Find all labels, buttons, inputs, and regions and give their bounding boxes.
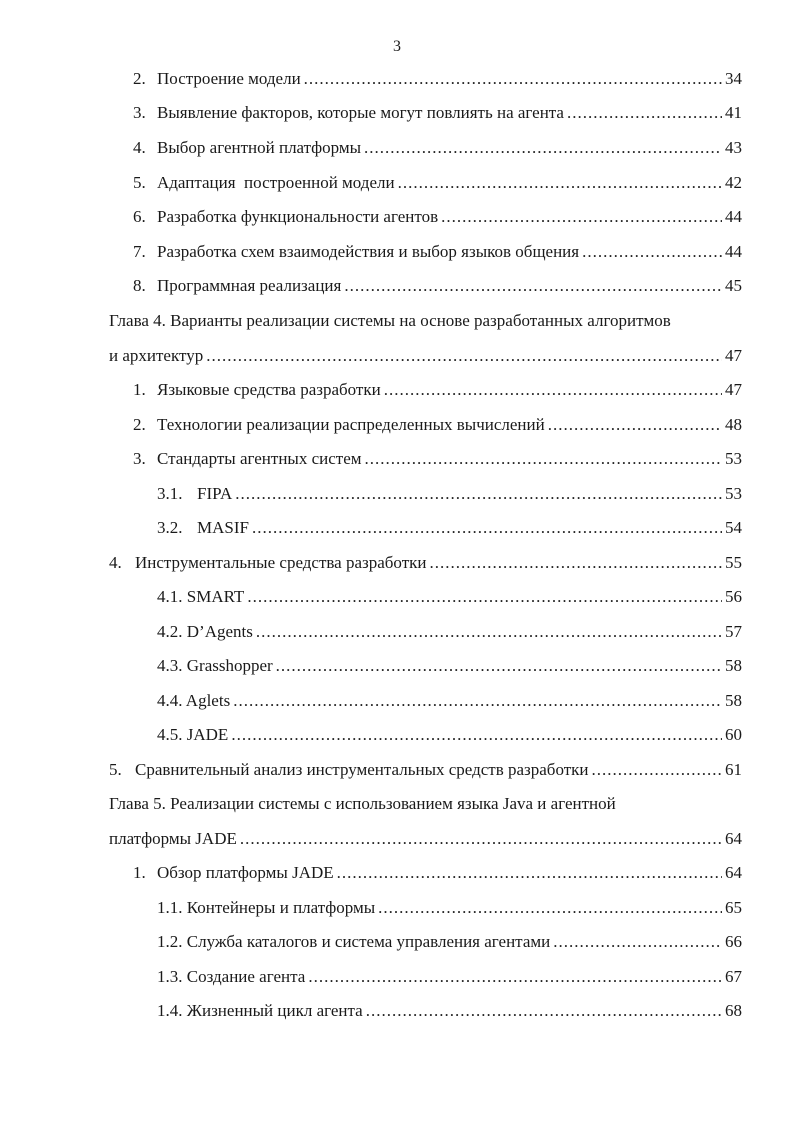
entry-number: 2. [133, 415, 146, 434]
entry-page: 60 [725, 725, 742, 744]
entry-number: 1. [133, 863, 146, 882]
entry-title: 4.5. JADE [157, 725, 229, 744]
entry-page: 64 [725, 829, 742, 848]
entry-title: 1.2. Служба каталогов и система управления агентами [157, 932, 551, 951]
entry-title: Стандарты агентных систем [157, 449, 362, 468]
entry-page: 64 [725, 863, 742, 882]
toc-entry [133, 205, 742, 229]
toc-entry [157, 482, 742, 506]
toc-entry [157, 620, 742, 644]
entry-page: 54 [725, 518, 742, 537]
toc-entry [157, 896, 742, 920]
entry-page: 56 [725, 587, 742, 606]
entry-title: 4.3. Grasshopper [157, 656, 273, 675]
toc-entry [133, 447, 742, 471]
dot-leader [398, 171, 722, 195]
entry-page: 61 [725, 760, 742, 779]
dot-leader [235, 482, 722, 506]
dot-leader [592, 758, 722, 782]
entry-page: 67 [725, 967, 742, 986]
dot-leader [344, 274, 722, 298]
entry-title: 1.3. Создание агента [157, 967, 306, 986]
entry-title: и архитектур [109, 346, 204, 365]
entry-title: Технологии реализации распределенных вычислений [157, 415, 545, 434]
entry-page: 53 [725, 484, 742, 503]
toc-entry [133, 378, 742, 402]
entry-title: платформы JADE [109, 829, 237, 848]
chapter-heading-line: Глава 4. Варианты реализации системы на основе разработанных алгоритмов [109, 311, 671, 330]
entry-number: 3.2. [157, 518, 183, 537]
toc-entry [133, 67, 742, 91]
entry-number: 7. [133, 242, 146, 261]
entry-number: 5. [109, 760, 122, 779]
entry-number: 6. [133, 207, 146, 226]
entry-title: Разработка схем взаимодействия и выбор языков общения [157, 242, 580, 261]
entry-page: 66 [725, 932, 742, 951]
dot-leader [308, 965, 722, 989]
dot-leader [247, 585, 722, 609]
dot-leader [231, 723, 722, 747]
entry-page: 43 [725, 138, 742, 157]
entry-title: MASIF [197, 518, 249, 537]
entry-number: 5. [133, 173, 146, 192]
dot-leader [365, 447, 722, 471]
toc-entry [157, 723, 742, 747]
entry-title: 4.1. SMART [157, 587, 245, 606]
dot-leader [364, 136, 722, 160]
entry-page: 57 [725, 622, 742, 641]
entry-page: 58 [725, 656, 742, 675]
entry-page: 55 [725, 553, 742, 572]
entry-title: Построение модели [157, 69, 301, 88]
dot-leader [252, 516, 722, 540]
entry-page: 65 [725, 898, 742, 917]
entry-number: 3. [133, 449, 146, 468]
entry-number: 4. [109, 553, 122, 572]
toc-entry [157, 654, 742, 678]
toc-entry [133, 240, 742, 264]
dot-leader [337, 861, 722, 885]
entry-page: 45 [725, 276, 742, 295]
toc-entry [109, 551, 742, 575]
toc-entry [133, 171, 742, 195]
dot-leader [256, 620, 722, 644]
dot-leader [582, 240, 722, 264]
entry-page: 44 [725, 207, 742, 226]
page-number: 3 [393, 38, 401, 55]
entry-title: 1.4. Жизненный цикл агента [157, 1001, 363, 1020]
toc-entry [157, 516, 742, 540]
entry-title: Языковые средства разработки [157, 380, 381, 399]
entry-page: 48 [725, 415, 742, 434]
entry-number: 3.1. [157, 484, 183, 503]
dot-leader [240, 827, 722, 851]
entry-title: 4.2. D’Agents [157, 622, 253, 641]
entry-number: 4. [133, 138, 146, 157]
entry-title: 4.4. Aglets [157, 691, 231, 710]
entry-title: FIPA [197, 484, 233, 503]
dot-leader [384, 378, 722, 402]
entry-title: Адаптация построенной модели [157, 173, 395, 192]
entry-number: 8. [133, 276, 146, 295]
toc-entry [109, 344, 742, 368]
dot-leader [441, 205, 722, 229]
toc-entry [157, 999, 742, 1023]
entry-title: Выявление факторов, которые могут повлиять на агента [157, 103, 564, 122]
entry-number: 1. [133, 380, 146, 399]
toc-entry [133, 861, 742, 885]
entry-title: 1.1. Контейнеры и платформы [157, 898, 376, 917]
dot-leader [366, 999, 722, 1023]
dot-leader [206, 344, 722, 368]
dot-leader [430, 551, 723, 575]
toc-entry [157, 689, 742, 713]
entry-page: 47 [725, 346, 742, 365]
toc-entry [133, 413, 742, 437]
dot-leader [567, 101, 722, 125]
toc-entry [157, 965, 742, 989]
entry-title: Программная реализация [157, 276, 342, 295]
toc-entry [133, 136, 742, 160]
entry-title: Инструментальные средства разработки [135, 553, 427, 572]
dot-leader [553, 930, 722, 954]
entry-title: Сравнительный анализ инструментальных средств разработки [135, 760, 589, 779]
toc-entry [109, 827, 742, 851]
toc-entry [133, 101, 742, 125]
dot-leader [304, 67, 722, 91]
dot-leader [233, 689, 722, 713]
entry-page: 34 [725, 69, 742, 88]
toc-entry [109, 758, 742, 782]
entry-page: 41 [725, 103, 742, 122]
dot-leader [276, 654, 722, 678]
entry-page: 44 [725, 242, 742, 261]
entry-title: Выбор агентной платформы [157, 138, 362, 157]
entry-page: 68 [725, 1001, 742, 1020]
entry-page: 42 [725, 173, 742, 192]
dot-leader [378, 896, 722, 920]
entry-page: 47 [725, 380, 742, 399]
entry-page: 58 [725, 691, 742, 710]
entry-title: Разработка функциональности агентов [157, 207, 439, 226]
entry-page: 53 [725, 449, 742, 468]
entry-title: Обзор платформы JADE [157, 863, 334, 882]
toc-entry [133, 274, 742, 298]
entry-number: 3. [133, 103, 146, 122]
toc-entry [157, 585, 742, 609]
dot-leader [548, 413, 722, 437]
chapter-heading-line: Глава 5. Реализации системы с использованием языка Java и агентной [109, 794, 616, 813]
entry-number: 2. [133, 69, 146, 88]
toc-entry [157, 930, 742, 954]
